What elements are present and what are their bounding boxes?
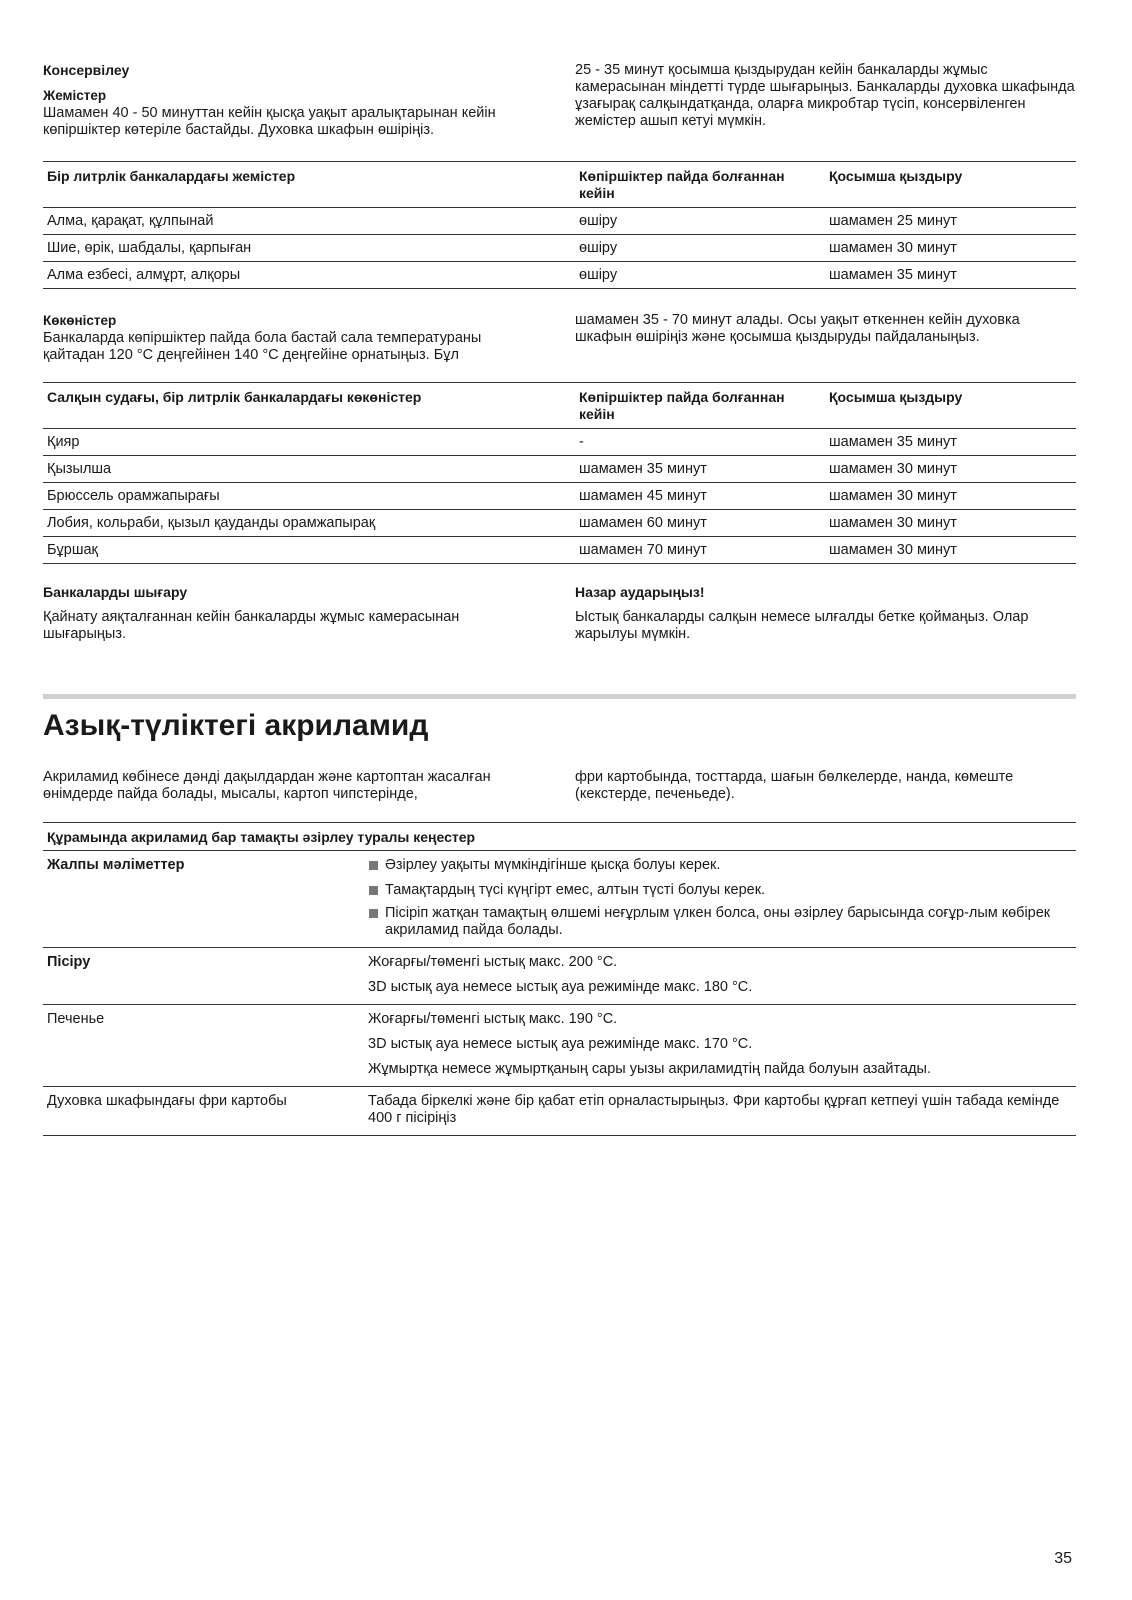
table-cell: шамамен 25 минут [825,208,1076,235]
table-row [43,948,1076,1005]
table-cell: Алма езбесі, алмұрт, алқоры [43,262,575,289]
table-row [43,1005,1076,1087]
fruit-table [43,161,1076,289]
veg-table-header: Салқын судағы, бір литрлік банкалардағы көкөністер [43,383,575,429]
fruits-text-right: 25 - 35 минут қосымша қыздырудан кейін банкаларды жұмыс камерасынан міндетті түрде шығарыңыз. Банкаларды духовка шкафында ұзағырақ салқындатқанда, оларға микробтар түсіп, консервіленген жемістер ашып кетуі мүмкін. [575,62,1075,129]
table-cell: шамамен 30 минут [825,510,1076,537]
table-row [43,208,1076,235]
fruit-table-header: Бір литрлік банкалардағы жемістер [43,162,575,208]
veg-table [43,382,1076,564]
table-cell: Қызылша [43,456,575,483]
square-bullet-icon [369,909,378,918]
list-item [368,853,1076,878]
fries-label: Духовка шкафындағы фри картобы [47,1093,287,1109]
table-cell: Лобия, кольраби, қызыл қауданды орамжапырақ [43,510,575,537]
square-bullet-icon [369,861,378,870]
veg-subtitle: Көкөністер [43,313,117,328]
table-cell: Алма, қарақат, құлпынай [43,208,575,235]
table-row [43,851,1076,948]
fruits-text: Шамамен 40 - 50 минуттан кейін қысқа уақыт аралықтарынан кейін көпіршіктер көтеріле бастайды. Духовка шкафын өшіріңіз. [43,105,496,138]
tip-line: 3D ыстық ауа немесе ыстық ауа режимінде макс. 170 °C. [368,1036,753,1052]
square-bullet-icon [369,886,378,895]
table-row [43,537,1076,564]
tip-line: Табада біркелкі және бір қабат етіп орналастырыңыз. Фри картобы құрғап кетпеуі үшін табада кемінде 400 г пісіріңіз [368,1093,1060,1126]
table-cell: шамамен 30 минут [825,235,1076,262]
warning-text: Ыстық банкаларды салқын немесе ылғалды бетке қоймаңыз. Олар жарылуы мүмкін. [575,609,1029,642]
tip-line: Жоғарғы/төменгі ыстық макс. 200 °C. [368,954,618,970]
veg-table-header: Қосымша қыздыру [825,383,1076,429]
table-cell: шамамен 35 минут [825,262,1076,289]
table-cell: шамамен 35 минут [575,456,825,483]
table-cell: шамамен 30 минут [825,537,1076,564]
table-cell: шамамен 70 минут [575,537,825,564]
bullet-text: Пісіріп жатқан тамақтың өлшемі неғұрлым үлкен болса, оны әзірлеу барысында соғұр-лым көбірек акриламид пайда болады. [385,905,1051,938]
table-row [43,429,1076,456]
table-row [43,483,1076,510]
table-cell: шамамен 60 минут [575,510,825,537]
acrylamide-intro-right: фри картобында, тосттарда, шағын бөлкелерде, нанда, көмеште (кекстерде, печеньеде). [575,769,1014,802]
veg-text-right: шамамен 35 - 70 минут алады. Осы уақыт өткеннен кейін духовка шкафын өшіріңіз және қосымша қыздыруды пайдаланыңыз. [575,312,1020,345]
section-divider [43,694,1076,699]
fruits-subtitle: Жемістер [43,88,107,103]
veg-text: Банкаларда көпіршіктер пайда бола бастай сала температураны қайтадан 120 °C деңгейінен 140 °C деңгейіне орнатыңыз. Бұл [43,330,482,363]
page-number: 35 [1054,1550,1072,1567]
table-cell: Шие, өрік, шабдалы, қарпыған [43,235,575,262]
tip-line: 3D ыстық ауа немесе ыстық ауа режимінде макс. 180 °C. [368,979,753,995]
table-cell: Брюссель орамжапырағы [43,483,575,510]
canning-title: Консервілеу [43,62,130,78]
tip-line: Жоғарғы/төменгі ыстық макс. 190 °C. [368,1011,618,1027]
veg-table-header: Көпіршіктер пайда болғаннан кейін [575,383,825,429]
table-cell: өшіру [575,262,825,289]
fruit-table-header: Көпіршіктер пайда болғаннан кейін [575,162,825,208]
bullet-text: Әзірлеу уақыты мүмкіндігінше қысқа болуы керек. [385,857,721,873]
tips-title: Құрамында акриламид бар тамақты әзірлеу туралы кеңестер [43,823,1076,851]
tip-line: Жұмыртқа немесе жұмыртқаның сары уызы акриламидтің пайда болуын азайтады. [368,1061,931,1077]
warning-title: Назар аударыңыз! [575,584,705,600]
list-item [368,878,1076,903]
general-label: Жалпы мәліметтер [47,857,185,873]
cookies-label: Печенье [47,1011,105,1027]
table-cell: өшіру [575,208,825,235]
table-cell: Қияр [43,429,575,456]
remove-title: Банкаларды шығару [43,584,188,600]
remove-text: Қайнату аяқталғаннан кейін банкаларды жұмыс камерасынан шығарыңыз. [43,609,460,642]
table-cell: өшіру [575,235,825,262]
acrylamide-tips-table [43,822,1076,1136]
table-row [43,235,1076,262]
table-cell: Бұршақ [43,537,575,564]
table-row [43,510,1076,537]
table-row [43,262,1076,289]
table-cell: - [575,429,825,456]
table-row [43,1087,1076,1136]
list-item [368,903,1076,943]
table-cell: шамамен 45 минут [575,483,825,510]
table-cell: шамамен 30 минут [825,456,1076,483]
bullet-text: Тамақтардың түсі күңгірт емес, алтын түсті болуы керек. [385,882,766,898]
table-row [43,456,1076,483]
table-cell: шамамен 30 минут [825,483,1076,510]
fruit-table-header: Қосымша қыздыру [825,162,1076,208]
table-cell: шамамен 35 минут [825,429,1076,456]
acrylamide-title: Азық-түліктегі акриламид [43,709,429,742]
acrylamide-intro-left: Акриламид көбінесе дәнді дақылдардан және картоптан жасалған өнімдерде пайда болады, мысалы, картоп чипстерінде, [43,769,491,802]
baking-label: Пісіру [47,954,91,970]
